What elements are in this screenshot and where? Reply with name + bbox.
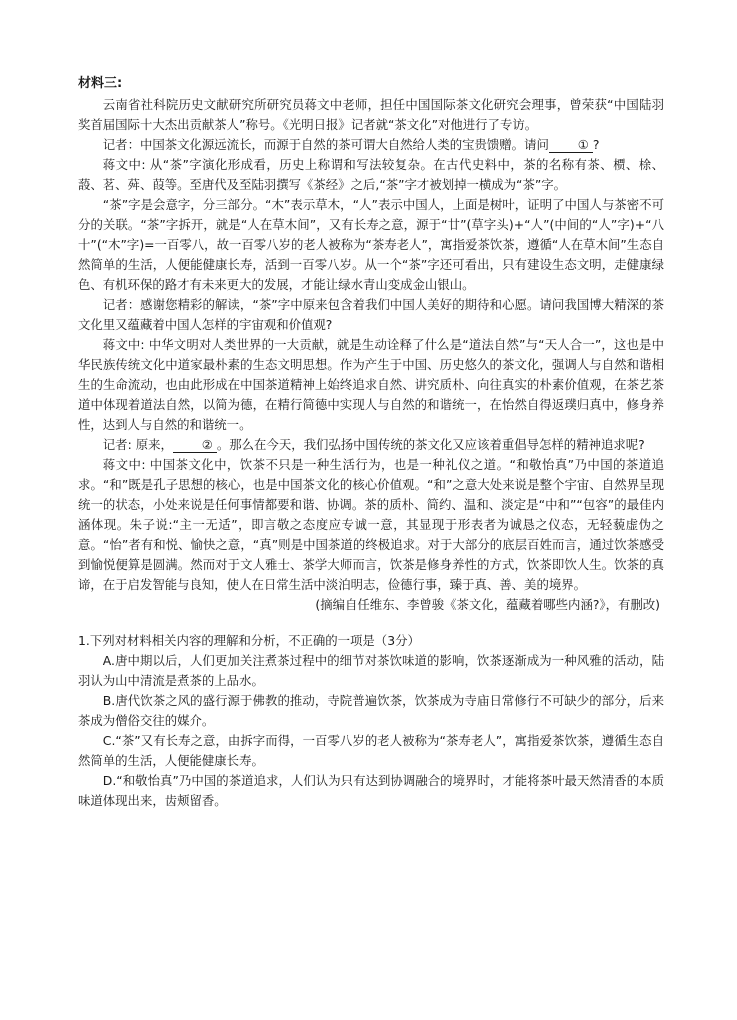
document-page	[78, 74, 664, 811]
option-c: C.“茶”又有长寿之意，由拆字而得，一百零八岁的老人被称为“茶寿老人”，寓指爱茶饮茶，遵循生态自然简单的生活，人便能健康长寿。	[78, 733, 664, 768]
answer-3-paragraph: 蒋文中: 中国茶文化中，饮茶不只是一种生活行为，也是一种礼仪之道。“和敬怡真”乃中国的茶道追求。“和”既是孔子思想的核心，也是中国茶文化的核心价值观。“和”之意大处来说是整个宇宙、自然界呈现统一的状态，小处来说是任何事情都要和谐、协调。茶的质朴、简约、温和、淡定是“中和”“包容”的最佳内涵体现。朱子说:“主一无适”，即言敬之态度应专诚一意，其显现于形表者为诚恳之仪态，无轻藐虚伪之意。“怡”者有和悦、愉快之意，“真”则是中国茶道的终极追求。对于大部分的底层百姓而言，通过饮茶感受到愉悦便算是圆满。然而对于文人雅士、茶学大师而言，饮茶是修身养性的方式，饮茶即饮人生。饮茶的真谛，在于启发智能与良知，使人在日常生活中淡泊明志，俭德行事，臻于真、善、美的境界。	[78, 457, 664, 592]
answer-2-paragraph: 蒋文中: 中华文明对人类世界的一大贡献，就是生动诠释了什么是“道法自然”与“天人合一”，这也是中华民族传统文化中道家最朴素的生态文明思想。作为产生于中国、历史悠久的茶文化，强调人与自然和谐相生的生命流动，也由此形成在中国茶道精神上始终追求自然、讲究质朴、向往真实的朴素价值观，在茶艺茶道中体现着道法自然，以简为德，在精行简德中实现人与自然的和谐统一，在怡然自得返璞归真中，修身养性，达到人与自然的和谐统一。	[78, 337, 664, 432]
option-d: D.“和敬怡真”乃中国的茶道追求，人们认为只有达到协调融合的境界时，才能将茶叶最天然清香的本质味道体现出来，齿颊留香。	[78, 773, 664, 808]
reporter-question-1	[78, 135, 664, 155]
question-3-end: 。那么在今天，我们弘扬中国传统的茶文化又应该着重倡导怎样的精神追求呢?	[216, 437, 645, 452]
blank-2: ②	[173, 438, 217, 453]
reporter-question-3	[78, 435, 664, 455]
source-citation: (摘编自任维东、李曾骏《茶文化，蕴藏着哪些内涵?》，有删改)	[315, 597, 660, 612]
question-stem: 1.下列对材料相关内容的理解和分析，不正确的一项是（3分）	[78, 633, 420, 648]
option-a: A.唐中期以后，人们更加关注煮茶过程中的细节对茶饮味道的影响，饮茶逐渐成为一种风雅的活动，陆羽认为山中清流是煮茶的上品水。	[78, 653, 664, 688]
option-b: B.唐代饮茶之风的盛行源于佛教的推动，寺院普遍饮茶，饮茶成为寺庙日常修行不可缺少的部分，后来茶成为僧俗交往的媒介。	[78, 693, 664, 728]
blank-1: ①	[549, 138, 593, 153]
answer-1-paragraph: 蒋文中: 从“茶”字演化形成看，历史上称谓和写法较复杂。在古代史料中，茶的名称有茶、槚、梌、蔎、茗、荈、葭等。至唐代及至陆羽撰写《茶经》之后,“茶”字才被划掉一横成为“茶”字。	[78, 157, 664, 192]
question-1-text: 记者：中国茶文化源远流长，而源于自然的茶可谓大自然给人类的宝贵馈赠。请问	[102, 137, 549, 152]
intro-paragraph: 云南省社科院历史文献研究所研究员蒋文中老师，担任中国国际茶文化研究会理事，曾荣获“中国陆羽奖首届国际十大杰出贡献茶人”称号。《光明日报》记者就“茶文化”对他进行了专访。	[78, 97, 664, 132]
question-3-text: 记者: 原来，	[102, 437, 173, 452]
section-divider-space	[78, 615, 664, 631]
answer-1b-paragraph: “茶”字是会意字，分三部分。“木”表示草木，“人”表示中国人，上面是树叶，证明了中国人与茶密不可分的关联。“茶”字拆开，就是“人在草木间”，又有长寿之意，源于“廿”(草字头)+“人”(中间的“人”字)+“八十”(“木”字)=一百零八，故一百零八岁的老人被称为“茶寿老人”，寓指爱茶饮茶，遵循“人在草木间”生态自然简单的生活，人便能健康长寿，活到一百零八岁。从一个“茶”字还可看出，只有建设生态文明，走健康绿色、有机环保的路才有未来更大的发展，才能让绿水青山变成金山银山。	[78, 197, 664, 292]
reporter-question-2: 记者：感谢您精彩的解读，“茶”字中原来包含着我们中国人美好的期待和心愿。请问我国博大精深的茶文化里又蕴藏着中国人怎样的宇宙观和价值观?	[78, 297, 664, 332]
question-1-end: ?	[592, 137, 600, 152]
material-heading: 材料三:	[78, 76, 123, 91]
